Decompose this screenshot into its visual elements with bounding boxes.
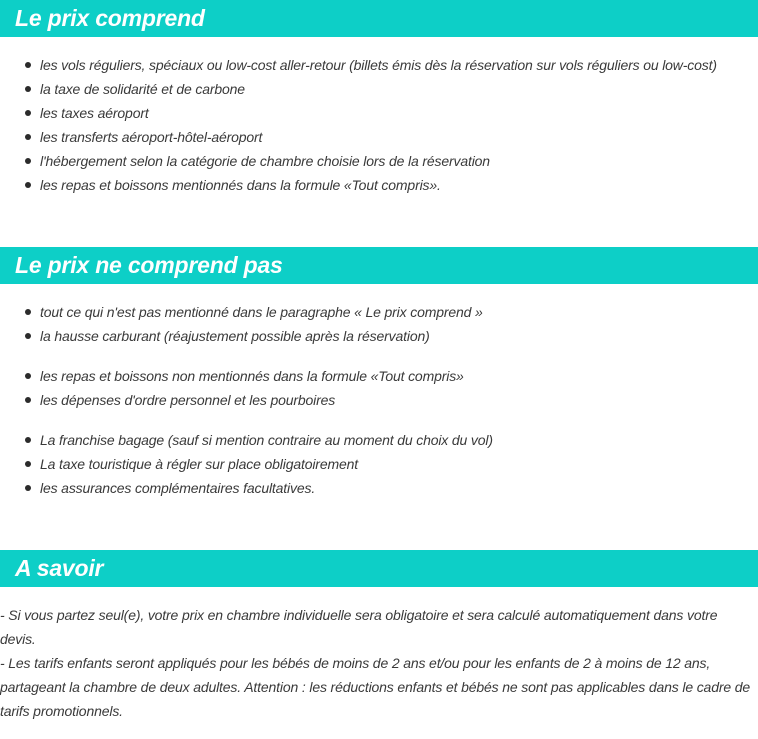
list-item: les dépenses d'ordre personnel et les pourboires (0, 388, 758, 412)
list-item: les taxes aéroport (0, 101, 758, 125)
bullet-icon (25, 62, 31, 68)
list-item: les transferts aéroport-hôtel-aéroport (0, 125, 758, 149)
list-item: La franchise bagage (sauf si mention contraire au moment du choix du vol) (0, 428, 758, 452)
bullet-icon (25, 437, 31, 443)
bullet-icon (25, 182, 31, 188)
bullet-icon (25, 333, 31, 339)
list-item: la hausse carburant (réajustement possible après la réservation) (0, 324, 758, 348)
excluded-list (0, 300, 758, 500)
list-item: les assurances complémentaires facultatives. (0, 476, 758, 500)
list-item: les repas et boissons mentionnés dans la formule «Tout compris». (0, 173, 758, 197)
bullet-icon (25, 461, 31, 467)
info-paragraph-children: - Les tarifs enfants seront appliqués pour les bébés de moins de 2 ans et/ou pour les enfants de 2 à moins de 12 ans, partageant la chambre de deux adultes. Attention : les réductions enfants et bébés ne sont pas applicables dans le cadre de tarifs promotionnels. (0, 655, 750, 719)
bullet-icon (25, 309, 31, 315)
list-item: La taxe touristique à régler sur place obligatoirement (0, 452, 758, 476)
bullet-icon (25, 86, 31, 92)
section-header-info: A savoir (0, 550, 758, 587)
bullet-icon (25, 158, 31, 164)
info-paragraph-solo: - Si vous partez seul(e), votre prix en chambre individuelle sera obligatoire et sera calculé automatiquement dans votre devis. (0, 607, 718, 647)
list-item: les vols réguliers, spéciaux ou low-cost aller-retour (billets émis dès la réservation sur vols réguliers ou low-cost) (0, 53, 758, 77)
bullet-icon (25, 485, 31, 491)
list-item: la taxe de solidarité et de carbone (0, 77, 758, 101)
list-item: tout ce qui n'est pas mentionné dans le paragraphe « Le prix comprend » (0, 300, 758, 324)
bullet-icon (25, 134, 31, 140)
bullet-icon (25, 397, 31, 403)
list-item: les repas et boissons non mentionnés dans la formule «Tout compris» (0, 364, 758, 388)
section-header-excluded: Le prix ne comprend pas (0, 247, 758, 284)
included-list (0, 53, 758, 197)
list-item: l'hébergement selon la catégorie de chambre choisie lors de la réservation (0, 149, 758, 173)
bullet-icon (25, 373, 31, 379)
bullet-icon (25, 110, 31, 116)
section-header-included: Le prix comprend (0, 0, 758, 37)
